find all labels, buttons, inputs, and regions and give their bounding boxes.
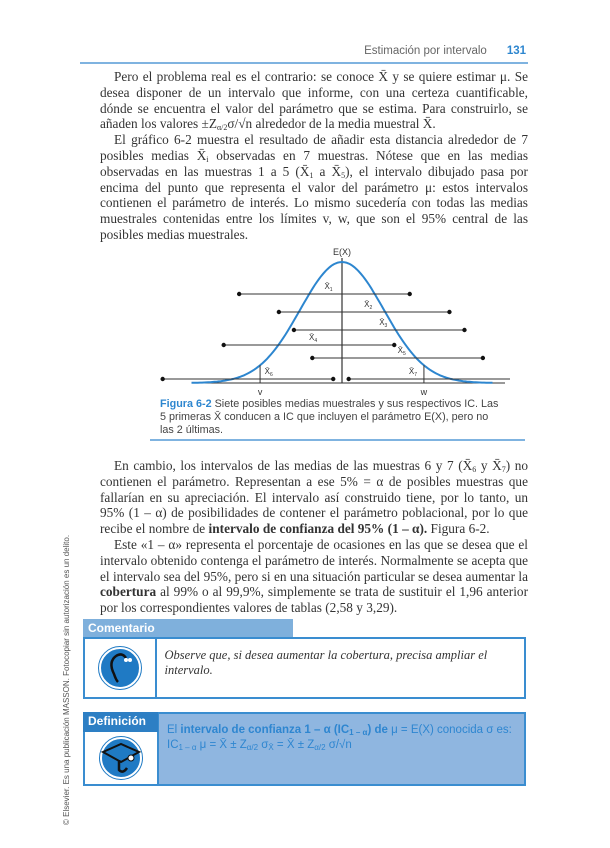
stethoscope-icon [98,646,142,690]
definicion-text [159,714,520,784]
interval-endpoint [346,377,350,381]
interval-endpoint [331,377,335,381]
interval-endpoint [447,310,451,314]
figure-caption: Figura 6-2 Siete posibles medias muestrales y sus respectivos IC. Las 5 primeras X̄ conducen a IC que incluyen el parámetro E(X), pero no las 2 últimas. [160,398,499,436]
interval-endpoint [292,328,296,332]
graduation-cap-icon [99,736,143,780]
definicion-title: Definición [83,712,158,732]
axis-label: E(X) [333,247,351,257]
paragraph-1: Pero el problema real es el contrario: se conoce X̄ y se quiere estimar μ. Se desea disponer de un intervalo que informe, con una certeza cuantificable, dónde se encuentra el valor del parámetro que se estima. Para construirlo, se añaden los valores $\pm Z_{\alpha/2}\sigma/√n$ alrededor de la media muestral X̄. [100,69,528,133]
page-number: 131 [506,45,526,57]
limit-label-v: v [257,387,263,395]
sample-mean-label: $X̄_3$ [379,318,388,329]
comentario-box [83,637,526,699]
sample-mean-label: $X̄_2$ [364,300,373,311]
running-header [364,45,526,57]
comentario-icon-cell [85,639,157,697]
definicion-formula: $IC_{1 - \alpha}$ μ = X̄ ± $Z_{\alpha/2}$ $\sigma_{X̄}$ = X̄ ± $Z_{\alpha/2}$ σ/√n [167,739,352,752]
interval-endpoint [160,377,164,381]
body-text-bottom [100,458,528,616]
sample-mean-label: $X̄_6$ [264,367,273,378]
confidence-interval-figure [150,240,510,395]
sample-mean-label: $X̄_1$ [324,282,333,293]
interval-endpoint [408,292,412,296]
copyright-note: © Elsevier. Es una publicación MASSON. Fotocopiar sin autorización es un delito. [62,534,71,825]
paragraph-3: En cambio, los intervalos de las medias de las muestras 6 y 7 ($X̄_6$ y $X̄_7$) no contienen el parámetro. Representan a ese 5% = α de posibles muestras que fallarían en su apreciación. El intervalo así construido tiene, por lo tanto, un 95% (1 – α) de posibilidades de contener el parámetro poblacional, por lo que recibe el nombre de intervalo de confianza del 95% (1 – α). Figura 6-2. [100,458,528,537]
paragraph-4: Este «1 – α» representa el porcentaje de ocasiones en las que se desea que el intervalo obtenido contenga el parámetro de interés. Normalmente se acepta que el intervalo sea del 95%, pero si en una situación particular se desea aumentar la cobertura al 99% o al 99,9%, simplemente se trata de sustituir el 1,96 anterior por los correspondientes valores de tablas (2,58 y 3,29). [100,536,528,616]
caption-rule [150,439,525,441]
paragraph-2: El gráfico 6-2 muestra el resultado de añadir esta distancia alrededor de 7 posibles medias $X̄_i$ observadas en 7 muestras. Nótese que en las medias observadas en las muestras 1 a 5 ($X̄_1$ a $X̄_5$), el intervalo dibujado pasa por encima del punto que representa el valor del parámetro μ: estos intervalos contienen el parámetro de interés. Lo mismo sucedería con todas las medias muestrales contenidas entre los límites v, w, que son el 95% central de las posibles medias muestrales. [100,132,529,242]
comentario-title: Comentario [83,619,293,637]
body-text-top [100,69,528,243]
interval-endpoint [277,310,281,314]
interval-endpoint [392,343,396,347]
comentario-text: Observe que, si desea aumentar la cobertura, precisa ampliar el intervalo. [164,648,488,677]
definicion-line-1: El intervalo de confianza 1 – α $(IC_{1 - \alpha})$ de μ = E(X) conocida σ es: [167,724,512,737]
header-rule [80,62,528,64]
sample-mean-label: $X̄_4$ [308,333,318,344]
interval-endpoint [481,356,485,360]
interval-endpoint [462,328,466,332]
sample-mean-label: $X̄_7$ [408,367,418,378]
sample-mean-label: $X̄_5$ [397,346,406,357]
interval-endpoint [310,356,314,360]
limit-label-w: w [420,387,428,395]
section-title: Estimación por intervalo [364,45,487,57]
interval-endpoint [222,343,226,347]
interval-endpoint [237,292,241,296]
